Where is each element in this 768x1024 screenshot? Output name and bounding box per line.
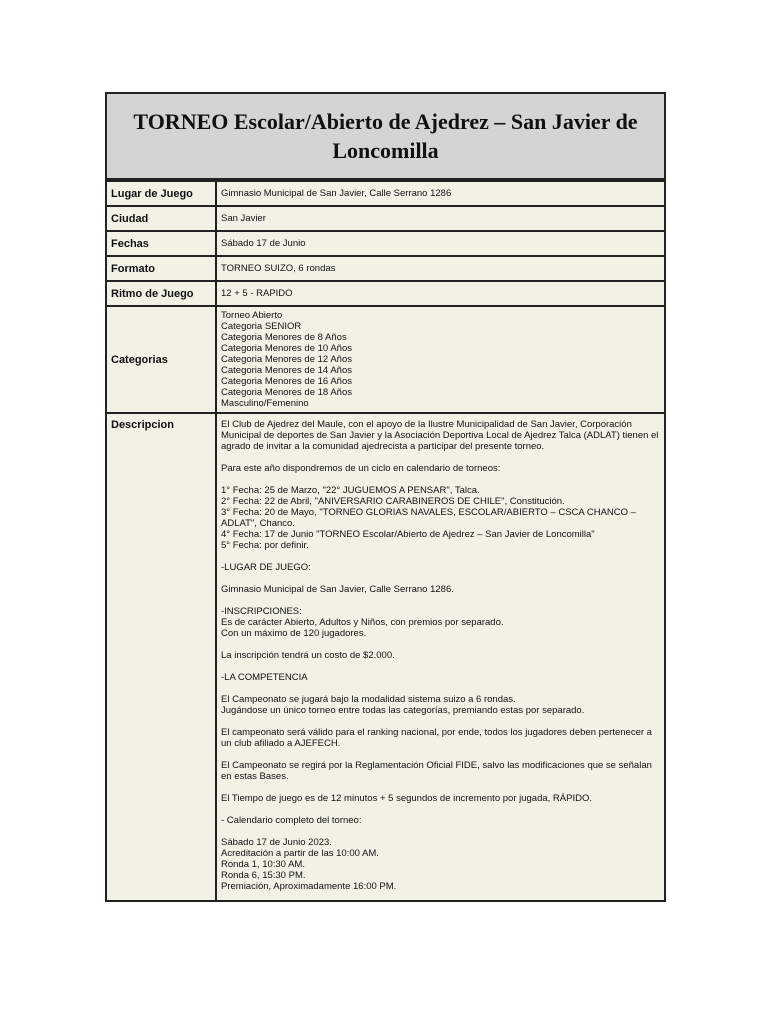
description-paragraph: [221, 650, 660, 661]
row-value: TORNEO SUIZO, 6 rondas: [221, 263, 336, 274]
description-line: El Campeonato se jugará bajo la modalidad sistema suizo a 6 rondas.: [221, 694, 516, 705]
description-line: 1° Fecha: 25 de Marzo, "22° JUGUEMOS A PENSAR", Talca.: [221, 485, 480, 496]
description-paragraph: [221, 584, 660, 595]
description-line: 2° Fecha: 22 de Abril, "ANIVERSARIO CARABINEROS DE CHILE", Constitución.: [221, 496, 565, 507]
category-item: Masculino/Femenino: [221, 398, 309, 409]
description-paragraph: [221, 672, 660, 683]
description-line: El campeonato será válido para el ranking nacional, por ende, todos los jugadores deben pertenecer a un club afiliado a AJEFECH.: [221, 727, 652, 749]
description-line: -LA COMPETENCIA: [221, 672, 308, 683]
row-value: San Javier: [221, 213, 266, 224]
title-cell: [107, 94, 664, 180]
description-line: Jugándose un único torneo entre todas las categorías, premiando estas por separado.: [221, 705, 585, 716]
row-label: Fechas: [107, 232, 217, 255]
description-paragraph: [221, 463, 660, 474]
description-paragraph: [221, 793, 660, 804]
description-line: Es de carácter Abierto, Adultos y Niños, con premios por separado.: [221, 617, 504, 628]
description-line: 4° Fecha: 17 de Junio "TORNEO Escolar/Abierto de Ajedrez – San Javier de Loncomilla": [221, 529, 595, 540]
tournament-info-table: [105, 92, 666, 902]
description-line: La inscripción tendrá un costo de $2.000.: [221, 650, 395, 661]
description-line: El Campeonato se regirá por la Reglamentación Oficial FIDE, salvo las modificaciones que se señalan en estas Bases.: [221, 760, 652, 782]
category-item: Categoria Menores de 12 Años: [221, 354, 352, 365]
description-paragraph: [221, 760, 660, 782]
categories-list: [217, 307, 664, 412]
row-label: Descripcion: [107, 414, 217, 900]
description-paragraph: [221, 485, 660, 551]
description-paragraph: [221, 562, 660, 573]
description-line: - Calendario completo del torneo:: [221, 815, 362, 826]
row-lugar: [107, 180, 664, 205]
row-descripcion: [107, 412, 664, 900]
row-label: Lugar de Juego: [107, 182, 217, 205]
description-line: El Club de Ajedrez del Maule, con el apoyo de la Ilustre Municipalidad de San Javier, Corporación Municipal de deportes de San Javier y la Asociación Deportiva Local de Ajedrez Talca (ADLAT) tienen el agrado de invitar a la comunidad ajedrecista a participar del presente torneo.: [221, 419, 659, 452]
description-line: El Tiempo de juego es de 12 minutos + 5 segundos de incremento por jugada, RÁPIDO.: [221, 793, 592, 804]
description-paragraph: [221, 419, 660, 452]
category-item: Torneo Abierto: [221, 310, 283, 321]
row-fechas: [107, 230, 664, 255]
category-item: Categoria Menores de 14 Años: [221, 365, 352, 376]
description-line: -LUGAR DE JUEGO:: [221, 562, 311, 573]
description-line: 3° Fecha: 20 de Mayo, "TORNEO GLORIAS NAVALES, ESCOLAR/ABIERTO – CSCA CHANCO – ADLAT", Chanco.: [221, 507, 636, 529]
description-line: 5° Fecha: por definir.: [221, 540, 309, 551]
row-label: Formato: [107, 257, 217, 280]
category-item: Categoria SENIOR: [221, 321, 302, 332]
description-paragraph: [221, 837, 660, 892]
row-ciudad: [107, 205, 664, 230]
description-body: [217, 414, 664, 900]
description-paragraph: [221, 606, 660, 639]
row-label: Ritmo de Juego: [107, 282, 217, 305]
description-paragraph: [221, 694, 660, 716]
row-categorias: [107, 305, 664, 412]
row-label: Categorias: [107, 307, 217, 412]
description-line: Ronda 1, 10:30 AM.: [221, 859, 305, 870]
row-ritmo: [107, 280, 664, 305]
description-line: Ronda 6, 15:30 PM.: [221, 870, 306, 881]
description-line: Sábado 17 de Junio 2023.: [221, 837, 332, 848]
description-line: Gimnasio Municipal de San Javier, Calle Serrano 1286.: [221, 584, 454, 595]
description-line: Acreditación a partir de las 10:00 AM.: [221, 848, 379, 859]
page-title: TORNEO Escolar/Abierto de Ajedrez – San Javier de Loncomilla: [133, 109, 638, 163]
row-value: Sábado 17 de Junio: [221, 238, 306, 249]
description-paragraph: [221, 815, 660, 826]
description-line: -INSCRIPCIONES:: [221, 606, 302, 617]
category-item: Categoria Menores de 8 Años: [221, 332, 347, 343]
row-label: Ciudad: [107, 207, 217, 230]
category-item: Categoria Menores de 10 Años: [221, 343, 352, 354]
row-value: 12 + 5 - RAPIDO: [221, 288, 293, 299]
row-formato: [107, 255, 664, 280]
category-item: Categoria Menores de 18 Años: [221, 387, 352, 398]
row-value: Gimnasio Municipal de San Javier, Calle Serrano 1286: [221, 188, 452, 199]
description-line: Premiación, Aproximadamente 16:00 PM.: [221, 881, 397, 892]
description-line: Con un máximo de 120 jugadores.: [221, 628, 367, 639]
description-line: Para este año dispondremos de un ciclo en calendario de torneos:: [221, 463, 501, 474]
description-paragraph: [221, 727, 660, 749]
category-item: Categoria Menores de 16 Años: [221, 376, 352, 387]
